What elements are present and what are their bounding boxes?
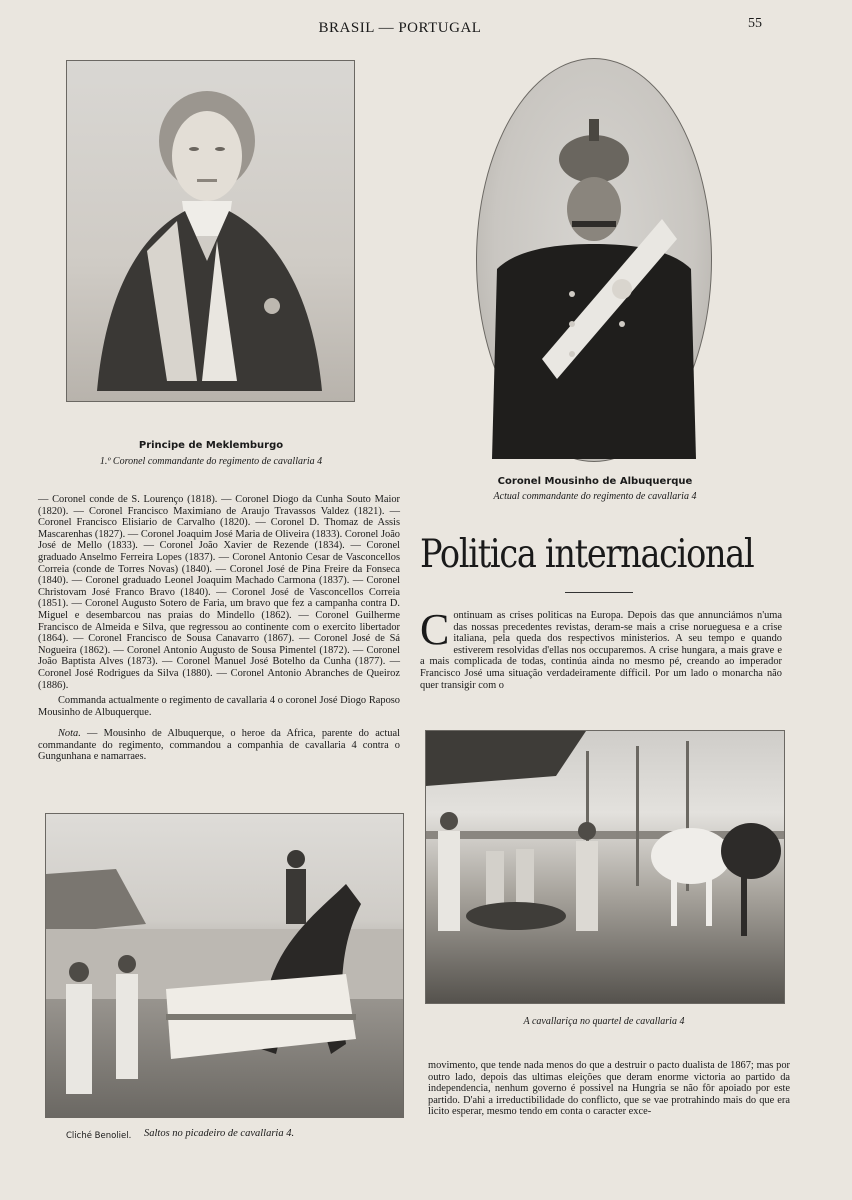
portrait-photo-figure xyxy=(477,59,711,461)
page-number: 55 xyxy=(748,16,762,31)
jump-photo-credit: Cliché Benoliel. xyxy=(66,1131,132,1141)
article-opening xyxy=(420,605,782,691)
note-paragraph xyxy=(38,728,400,763)
headline-rule xyxy=(565,592,633,593)
jump-photo-caption: Saltos no picadeiro de cavallaria 4. xyxy=(144,1128,295,1139)
current-commander-paragraph: Commanda actualmente o regimento de cavallaria 4 o coronel José Diogo Raposo Mousinho de Albuquerque. xyxy=(38,695,400,718)
drop-cap: C xyxy=(420,605,450,654)
note-text: — Mousinho de Albuquerque, o heroe da Africa, parente do actual commandante do regimento, commandou a companhia de cavallaria 4 contra o Gungunhana e namarraes. xyxy=(38,728,400,763)
left-column-text xyxy=(38,494,400,767)
commanders-list: — Coronel conde de S. Lourenço (1818). — Coronel Diogo da Cunha Souto Maior (1820). — Coronel Francisco Maximiano de Araujo Travassos Valdez (1821). — Coronel Francisco Elisiario de Carvalho (1820). — Coronel D. Thomaz de Assis Mascarenhas (1827). — Coronel Joaquim José Maria de Oliveira (1833). Coronel João José de Mello (1833). — Coronel João Xavier de Rezende (1834). — Coronel graduado Anselmo Ferreira Lopes (1837). — Coronel Antonio Cesar de Vasconcellos Correia (conde de Torres Novas) (1840). — Coronel José de Pina Freire da Fonseca (1840). — Coronel graduado Leonel Joaquim Machado Carmona (1837). — Coronel Christovam José Franco Bravo (1840). — Coronel José de Vasconcellos Correia (1851). — Coronel Augusto Sotero de Faria, um bravo que fez a campanha contra D. Miguel e desembarcou nas praias do Mindello (1862). — Coronel Guilherme Francisco de Almeida e Silva, que regressou ao continente com o exercito libertador (1864). — Coronel Francisco de Sousa Canavarro (1867). — Coronel José de Sá Nogueira (1862). — Coronel Antonio Augusto de Sousa Pimentel (1872). — Coronel João Baptista Alves (1873). — Coronel Manuel José Botelho da Cunha (1877). — Coronel José Rodrigues da Silva (1880). — Coronel Antonio Abranches de Queiroz (1886). xyxy=(38,494,400,691)
portrait-left-title: Principe de Meklemburgo xyxy=(138,440,284,451)
portrait-mousinho xyxy=(476,58,712,462)
stable-scene xyxy=(426,731,784,1003)
jump-photo xyxy=(45,813,404,1118)
note-label: Nota. xyxy=(58,728,81,740)
portrait-right-title: Coronel Mousinho de Albuquerque xyxy=(497,476,693,487)
stable-photo xyxy=(425,730,785,1004)
article-continuation: movimento, que tende nada menos do que a destruir o pacto dualista de 1867; mas por outro lado, depois das ultimas eleições que deram enorme victoria ao partido da independencia, nenhum governo é possivel na Hungria se não fôr apoiado por este partido. D'ahi a irreductibilidade do conflicto, que se vae protrahindo mais do que era licito esperar, mesmo tendo em conta o caracter exce- xyxy=(428,1060,790,1118)
article-headline: Politica internacional xyxy=(420,532,754,577)
running-header: BRASIL — PORTUGAL xyxy=(318,20,482,36)
riding-scene xyxy=(46,814,403,1117)
portrait-meklemburgo xyxy=(66,60,355,402)
article-opening-text: ontinuam as crises politicas na Europa. Depois das que annunciámos n'uma das nossas precedentes revistas, deram-se mais a crise norueguesa e a crise italiana, pela queda dos respectivos ministerios. A seu tempo e quando estiverem resolvidas d'ellas nos occuparemos. A crise hungara, a mais grave e a mais complicada de todas, continúa ainda no mesmo pé, creando ao imperador Francisco José uma situação verdadeiramente difficil. Por um lado o monarcha não quer transigir com o xyxy=(420,610,782,691)
portrait-engraving xyxy=(67,61,354,401)
stable-caption: A cavallariça no quartel de cavallaria 4 xyxy=(523,1016,685,1027)
portrait-left-subtitle: 1.º Coronel commandante do regimento de cavallaria 4 xyxy=(99,456,323,467)
portrait-right-subtitle: Actual commandante do regimento de cavallaria 4 xyxy=(493,491,697,502)
